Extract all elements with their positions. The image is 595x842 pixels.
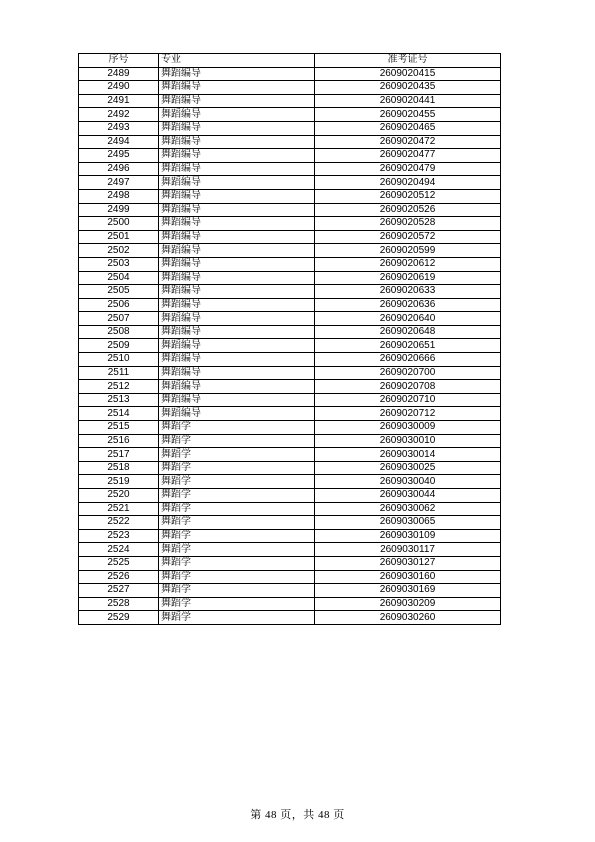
cell-major: 舞蹈编导 bbox=[159, 162, 315, 176]
cell-major: 舞蹈编导 bbox=[159, 94, 315, 108]
cell-exam-id: 2609030014 bbox=[315, 448, 501, 462]
cell-number: 2515 bbox=[79, 421, 159, 435]
header-major: 专业 bbox=[159, 54, 315, 68]
admission-table bbox=[78, 53, 501, 625]
cell-exam-id: 2609020708 bbox=[315, 380, 501, 394]
table-row bbox=[79, 461, 501, 475]
cell-number: 2528 bbox=[79, 597, 159, 611]
cell-major: 舞蹈编导 bbox=[159, 108, 315, 122]
cell-number: 2491 bbox=[79, 94, 159, 108]
cell-exam-id: 2609030160 bbox=[315, 570, 501, 584]
cell-number: 2511 bbox=[79, 366, 159, 380]
cell-major: 舞蹈学 bbox=[159, 556, 315, 570]
cell-exam-id: 2609020526 bbox=[315, 203, 501, 217]
table-row bbox=[79, 176, 501, 190]
table-row bbox=[79, 597, 501, 611]
table-row bbox=[79, 94, 501, 108]
cell-number: 2529 bbox=[79, 611, 159, 625]
table-row bbox=[79, 421, 501, 435]
cell-number: 2508 bbox=[79, 325, 159, 339]
table-row bbox=[79, 121, 501, 135]
table-row bbox=[79, 489, 501, 503]
cell-exam-id: 2609030009 bbox=[315, 421, 501, 435]
cell-major: 舞蹈学 bbox=[159, 584, 315, 598]
cell-exam-id: 2609020612 bbox=[315, 257, 501, 271]
table-row bbox=[79, 230, 501, 244]
cell-major: 舞蹈学 bbox=[159, 502, 315, 516]
cell-number: 2495 bbox=[79, 149, 159, 163]
table-header bbox=[79, 54, 501, 68]
cell-number: 2498 bbox=[79, 189, 159, 203]
cell-major: 舞蹈编导 bbox=[159, 121, 315, 135]
cell-major: 舞蹈编导 bbox=[159, 149, 315, 163]
cell-major: 舞蹈编导 bbox=[159, 339, 315, 353]
cell-exam-id: 2609020528 bbox=[315, 217, 501, 231]
cell-exam-id: 2609030260 bbox=[315, 611, 501, 625]
table-row bbox=[79, 611, 501, 625]
table-row bbox=[79, 570, 501, 584]
table-row bbox=[79, 556, 501, 570]
cell-major: 舞蹈学 bbox=[159, 611, 315, 625]
cell-major: 舞蹈编导 bbox=[159, 257, 315, 271]
cell-number: 2521 bbox=[79, 502, 159, 516]
cell-major: 舞蹈编导 bbox=[159, 81, 315, 95]
table-body bbox=[79, 67, 501, 624]
table-row bbox=[79, 135, 501, 149]
table-row bbox=[79, 543, 501, 557]
table-row bbox=[79, 257, 501, 271]
cell-major: 舞蹈编导 bbox=[159, 353, 315, 367]
cell-exam-id: 2609030209 bbox=[315, 597, 501, 611]
table-row bbox=[79, 108, 501, 122]
cell-exam-id: 2609020465 bbox=[315, 121, 501, 135]
table-row bbox=[79, 67, 501, 81]
cell-exam-id: 2609020640 bbox=[315, 312, 501, 326]
cell-number: 2493 bbox=[79, 121, 159, 135]
cell-exam-id: 2609030109 bbox=[315, 529, 501, 543]
cell-exam-id: 2609020572 bbox=[315, 230, 501, 244]
cell-exam-id: 2609020599 bbox=[315, 244, 501, 258]
cell-number: 2527 bbox=[79, 584, 159, 598]
cell-major: 舞蹈编导 bbox=[159, 325, 315, 339]
header-row bbox=[79, 54, 501, 68]
cell-number: 2518 bbox=[79, 461, 159, 475]
table-row bbox=[79, 81, 501, 95]
cell-major: 舞蹈编导 bbox=[159, 176, 315, 190]
cell-exam-id: 2609020435 bbox=[315, 81, 501, 95]
cell-exam-id: 2609020619 bbox=[315, 271, 501, 285]
cell-number: 2513 bbox=[79, 393, 159, 407]
cell-exam-id: 2609020633 bbox=[315, 285, 501, 299]
cell-exam-id: 2609030010 bbox=[315, 434, 501, 448]
cell-exam-id: 2609030040 bbox=[315, 475, 501, 489]
cell-major: 舞蹈编导 bbox=[159, 312, 315, 326]
cell-major: 舞蹈编导 bbox=[159, 67, 315, 81]
cell-exam-id: 2609020636 bbox=[315, 298, 501, 312]
cell-major: 舞蹈编导 bbox=[159, 217, 315, 231]
cell-major: 舞蹈学 bbox=[159, 489, 315, 503]
cell-number: 2509 bbox=[79, 339, 159, 353]
cell-number: 2499 bbox=[79, 203, 159, 217]
cell-exam-id: 2609020472 bbox=[315, 135, 501, 149]
cell-major: 舞蹈学 bbox=[159, 461, 315, 475]
cell-major: 舞蹈编导 bbox=[159, 393, 315, 407]
cell-major: 舞蹈学 bbox=[159, 516, 315, 530]
cell-major: 舞蹈编导 bbox=[159, 298, 315, 312]
table-row bbox=[79, 189, 501, 203]
table-row bbox=[79, 475, 501, 489]
cell-number: 2504 bbox=[79, 271, 159, 285]
cell-major: 舞蹈编导 bbox=[159, 244, 315, 258]
table-row bbox=[79, 393, 501, 407]
table-row bbox=[79, 516, 501, 530]
cell-exam-id: 2609030025 bbox=[315, 461, 501, 475]
table-row bbox=[79, 353, 501, 367]
cell-major: 舞蹈学 bbox=[159, 570, 315, 584]
cell-number: 2519 bbox=[79, 475, 159, 489]
table-row bbox=[79, 217, 501, 231]
cell-major: 舞蹈学 bbox=[159, 543, 315, 557]
header-number: 序号 bbox=[79, 54, 159, 68]
cell-number: 2506 bbox=[79, 298, 159, 312]
table-row bbox=[79, 584, 501, 598]
cell-major: 舞蹈编导 bbox=[159, 189, 315, 203]
cell-major: 舞蹈学 bbox=[159, 597, 315, 611]
cell-number: 2494 bbox=[79, 135, 159, 149]
page-footer: 第 48 页，共 48 页 bbox=[250, 809, 345, 821]
table-row bbox=[79, 339, 501, 353]
cell-number: 2501 bbox=[79, 230, 159, 244]
cell-major: 舞蹈编导 bbox=[159, 230, 315, 244]
table-row bbox=[79, 312, 501, 326]
cell-exam-id: 2609020651 bbox=[315, 339, 501, 353]
table-row bbox=[79, 298, 501, 312]
cell-number: 2500 bbox=[79, 217, 159, 231]
cell-number: 2524 bbox=[79, 543, 159, 557]
cell-major: 舞蹈编导 bbox=[159, 366, 315, 380]
cell-major: 舞蹈编导 bbox=[159, 380, 315, 394]
cell-exam-id: 2609020512 bbox=[315, 189, 501, 203]
table-row bbox=[79, 325, 501, 339]
cell-major: 舞蹈学 bbox=[159, 529, 315, 543]
table-row bbox=[79, 407, 501, 421]
cell-number: 2502 bbox=[79, 244, 159, 258]
cell-exam-id: 2609020477 bbox=[315, 149, 501, 163]
cell-major: 舞蹈编导 bbox=[159, 271, 315, 285]
cell-major: 舞蹈学 bbox=[159, 434, 315, 448]
cell-exam-id: 2609020666 bbox=[315, 353, 501, 367]
cell-major: 舞蹈编导 bbox=[159, 135, 315, 149]
cell-number: 2525 bbox=[79, 556, 159, 570]
header-exam-id: 准考证号 bbox=[315, 54, 501, 68]
cell-number: 2517 bbox=[79, 448, 159, 462]
cell-number: 2520 bbox=[79, 489, 159, 503]
cell-number: 2516 bbox=[79, 434, 159, 448]
cell-exam-id: 2609030062 bbox=[315, 502, 501, 516]
cell-major: 舞蹈学 bbox=[159, 421, 315, 435]
cell-major: 舞蹈编导 bbox=[159, 285, 315, 299]
cell-exam-id: 2609020415 bbox=[315, 67, 501, 81]
cell-exam-id: 2609030169 bbox=[315, 584, 501, 598]
table-row bbox=[79, 271, 501, 285]
cell-exam-id: 2609020710 bbox=[315, 393, 501, 407]
cell-exam-id: 2609030127 bbox=[315, 556, 501, 570]
table-row bbox=[79, 285, 501, 299]
cell-exam-id: 2609020712 bbox=[315, 407, 501, 421]
table-row bbox=[79, 502, 501, 516]
table-row bbox=[79, 448, 501, 462]
table-row bbox=[79, 434, 501, 448]
cell-number: 2512 bbox=[79, 380, 159, 394]
cell-exam-id: 2609030044 bbox=[315, 489, 501, 503]
cell-number: 2496 bbox=[79, 162, 159, 176]
cell-number: 2522 bbox=[79, 516, 159, 530]
cell-number: 2490 bbox=[79, 81, 159, 95]
cell-major: 舞蹈学 bbox=[159, 475, 315, 489]
cell-number: 2507 bbox=[79, 312, 159, 326]
cell-number: 2526 bbox=[79, 570, 159, 584]
table-row bbox=[79, 380, 501, 394]
table-row bbox=[79, 244, 501, 258]
cell-exam-id: 2609020479 bbox=[315, 162, 501, 176]
cell-exam-id: 2609030065 bbox=[315, 516, 501, 530]
cell-number: 2505 bbox=[79, 285, 159, 299]
cell-number: 2523 bbox=[79, 529, 159, 543]
cell-major: 舞蹈编导 bbox=[159, 203, 315, 217]
cell-number: 2497 bbox=[79, 176, 159, 190]
table-row bbox=[79, 203, 501, 217]
cell-major: 舞蹈学 bbox=[159, 448, 315, 462]
cell-number: 2510 bbox=[79, 353, 159, 367]
table-row bbox=[79, 366, 501, 380]
cell-exam-id: 2609020648 bbox=[315, 325, 501, 339]
cell-exam-id: 2609020455 bbox=[315, 108, 501, 122]
table-row bbox=[79, 529, 501, 543]
cell-number: 2503 bbox=[79, 257, 159, 271]
cell-number: 2489 bbox=[79, 67, 159, 81]
cell-exam-id: 2609020494 bbox=[315, 176, 501, 190]
table-row bbox=[79, 149, 501, 163]
cell-major: 舞蹈编导 bbox=[159, 407, 315, 421]
table-row bbox=[79, 162, 501, 176]
cell-number: 2514 bbox=[79, 407, 159, 421]
cell-exam-id: 2609020700 bbox=[315, 366, 501, 380]
cell-number: 2492 bbox=[79, 108, 159, 122]
cell-exam-id: 2609030117 bbox=[315, 543, 501, 557]
cell-exam-id: 2609020441 bbox=[315, 94, 501, 108]
